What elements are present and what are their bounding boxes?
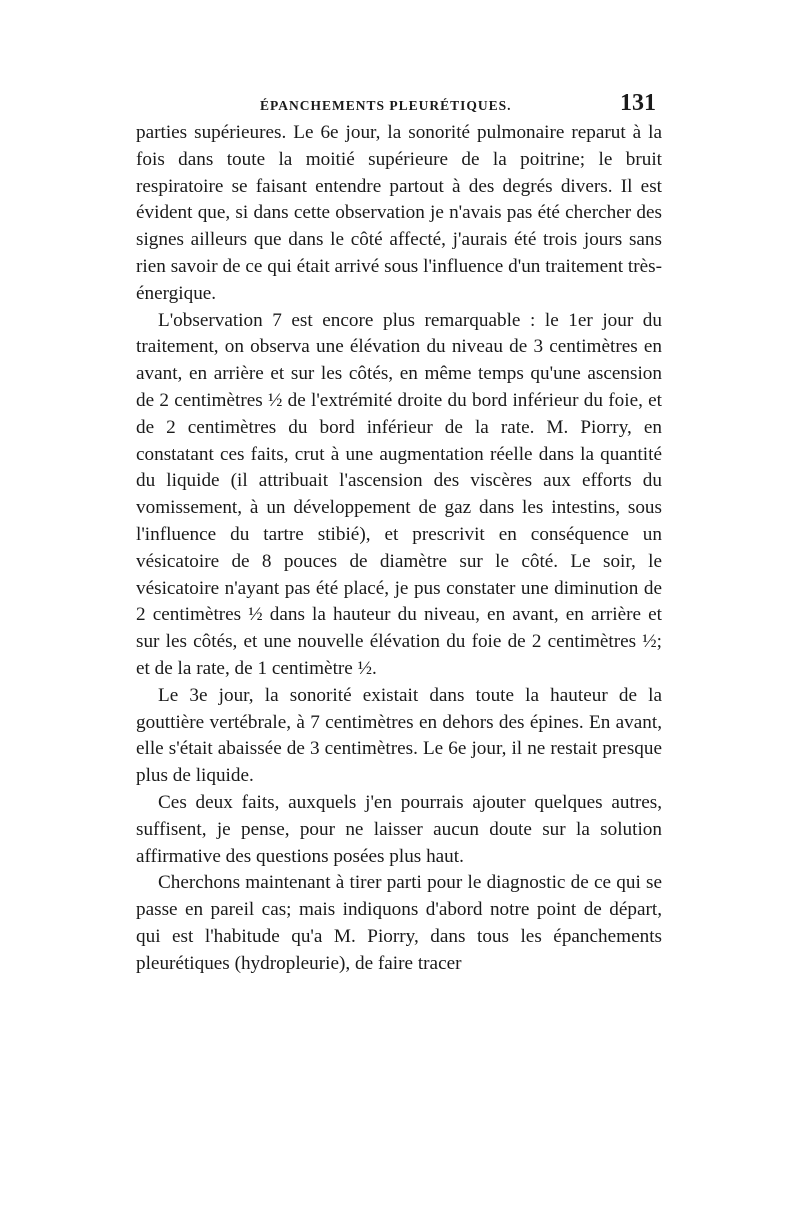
book-page — [136, 92, 662, 978]
paragraph: Cherchons maintenant à tirer parti pour le diagnostic de ce qui se passe en pareil cas; mais indiquons d'abord notre point de départ, qui est l'habitude qu'a M. Piorry, dans tous les épanchements pleurétiques (hydropleurie), de faire tracer — [136, 872, 662, 974]
page-number: 131 — [620, 90, 656, 116]
paragraph: L'observation 7 est encore plus remarquable : le 1er jour du traitement, on observa une élévation du niveau de 3 centimètres en avant, en arrière et sur les côtés, en même temps qu'une ascension de 2 centimètres ½ de l'extrémité droite du bord inférieur du foie, et de 2 centimètres du bord inférieur de la rate. M. Piorry, en constatant ces faits, crut à une augmentation réelle dans la quantité du liquide (il attribuait l'ascension des viscères aux efforts du vomissement, à un développement de gaz dans les intestins, sous l'influence du tartre stibié), et prescrivit en conséquence un vésicatoire de 8 pouces de diamètre sur le côté. Le soir, le vésicatoire n'ayant pas été placé, je pus constater une diminution de 2 centimètres ½ dans la hauteur du niveau, en avant, en arrière et sur les côtés, et une nouvelle élévation du foie de 2 centimètres ½; et de la rate, de 1 centimètre ½. — [136, 309, 662, 679]
paragraph: parties supérieures. Le 6e jour, la sonorité pulmonaire reparut à la fois dans toute la moitié supérieure de la poitrine; le bruit respiratoire se faisant entendre partout à des degrés divers. Il est évident que, si dans cette observation je n'avais pas été chercher des signes ailleurs que dans le côté affecté, j'aurais été trois jours sans rien savoir de ce qui était arrivé sous l'influence d'un traitement très-énergique. — [136, 122, 662, 304]
page-header — [136, 92, 662, 122]
paragraph: Le 3e jour, la sonorité existait dans toute la hauteur de la gouttière vertébrale, à 7 centimètres en dehors des épines. En avant, elle s'était abaissée de 3 centimètres. Le 6e jour, il ne restait presque plus de liquide. — [136, 684, 662, 787]
body-text — [136, 120, 662, 978]
running-title: ÉPANCHEMENTS PLEURÉTIQUES. — [260, 98, 512, 113]
paragraph: Ces deux faits, auxquels j'en pourrais ajouter quelques autres, suffisent, je pense, pour ne laisser aucun doute sur la solution affirmative des questions posées plus haut. — [136, 791, 662, 867]
